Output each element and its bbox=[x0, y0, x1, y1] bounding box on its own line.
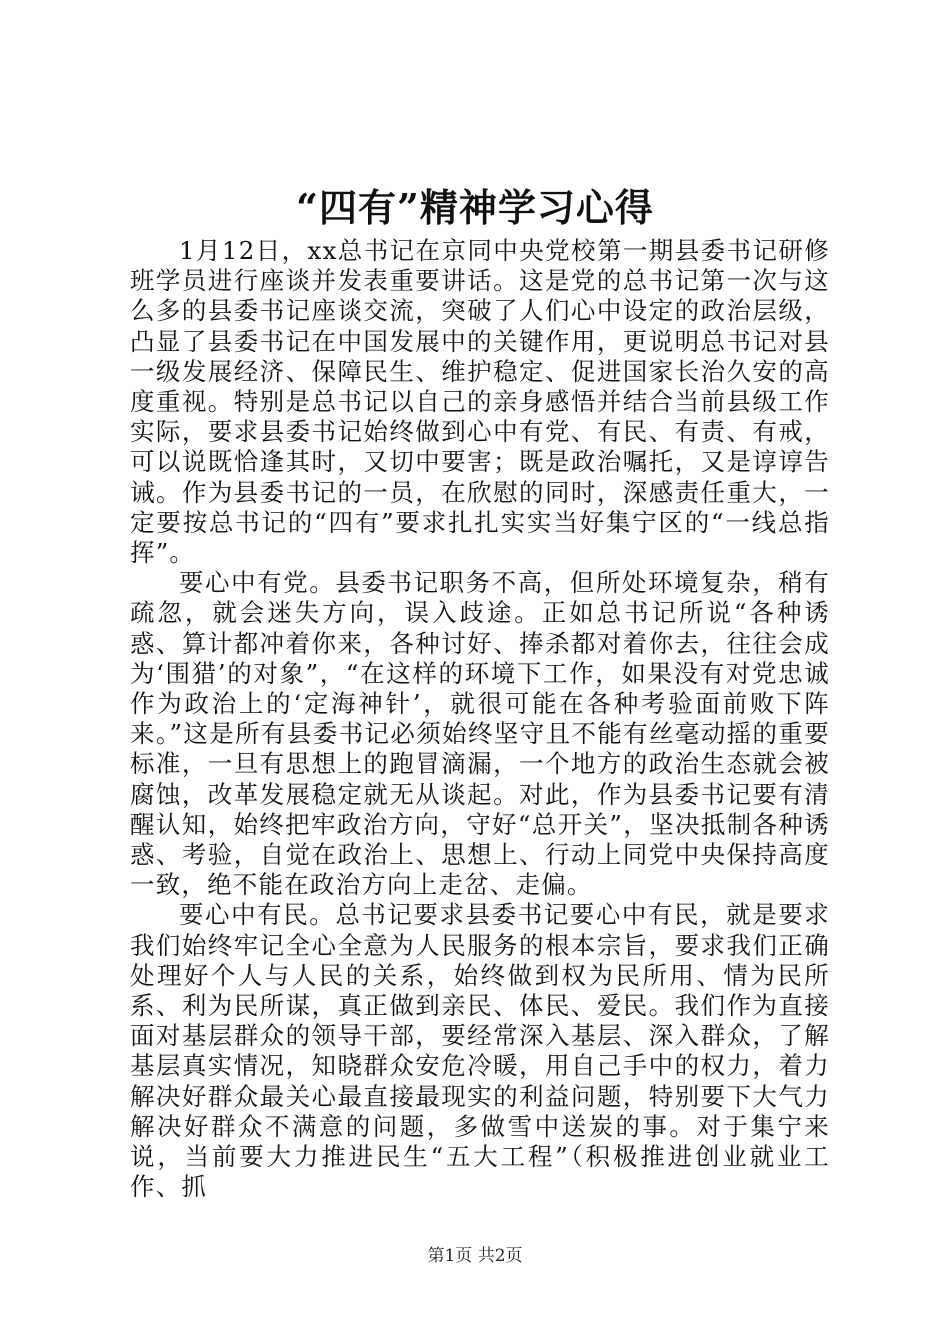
paragraph-1: 1月12日，xx总书记在京同中央党校第一期县委书记研修班学员进行座谈并发表重要讲话。这是党的总书记第一次与这么多的县委书记座谈交流，突破了人们心中设定的政治层级，凸显了县委书记在中国发展中的关键作用，更说明总书记对县一级发展经济、保障民生、维护稳定、促进国家长治久安的高度重视。特别是总书记以自己的亲身感悟并结合当前县级工作实际，要求县委书记始终做到心中有党、有民、有责、有戒，可以说既恰逢其时，又切中要害；既是政治嘱托，又是谆谆告诫。作为县委书记的一员，在欣慰的同时，深感责任重大，一定要按总书记的“四有”要求扎扎实实当好集宁区的“一线总指挥”。 bbox=[130, 236, 830, 568]
paragraph-2: 要心中有党。县委书记职务不高，但所处环境复杂，稍有疏忽，就会迷失方向，误入歧途。正如总书记所说“各种诱惑、算计都冲着你来，各种讨好、捧杀都对着你去，往往会成为‘围猎’的对象”，“在这样的环境下工作，如果没有对党忠诚作为政治上的‘定海神针’，就很可能在各种考验面前败下阵来。”这是所有县委书记必须始终坚守且不能有丝毫动摇的重要标准，一旦有思想上的跑冒滴漏，一个地方的政治生态就会被腐蚀，改革发展稳定就无从谈起。对此，作为县委书记要有清醒认知，始终把牢政治方向，守好“总开关”，坚决抵制各种诱惑、考验，自觉在政治上、思想上、行动上同党中央保持高度一致，绝不能在政治方向上走岔、走偏。 bbox=[130, 568, 830, 900]
page-number-footer: 第1页 共2页 bbox=[427, 1246, 523, 1266]
paragraph-3: 要心中有民。总书记要求县委书记要心中有民，就是要求我们始终牢记全心全意为人民服务的根本宗旨，要求我们正确处理好个人与人民的关系，始终做到权为民所用、情为民所系、利为民所谋，真正做到亲民、体民、爱民。我们作为直接面对基层群众的领导干部，要经常深入基层、深入群众，了解基层真实情况，知晓群众安危冷暖，用自己手中的权力，着力解决好群众最关心最直接最现实的利益问题，特别要下大气力解决好群众不满意的问题，多做雪中送炭的事。对于集宁来说，当前要大力推进民生“五大工程”（积极推进创业就业工作、抓 bbox=[130, 900, 830, 1202]
document-title: “四有”精神学习心得 bbox=[296, 185, 654, 230]
document-body bbox=[130, 236, 830, 1203]
